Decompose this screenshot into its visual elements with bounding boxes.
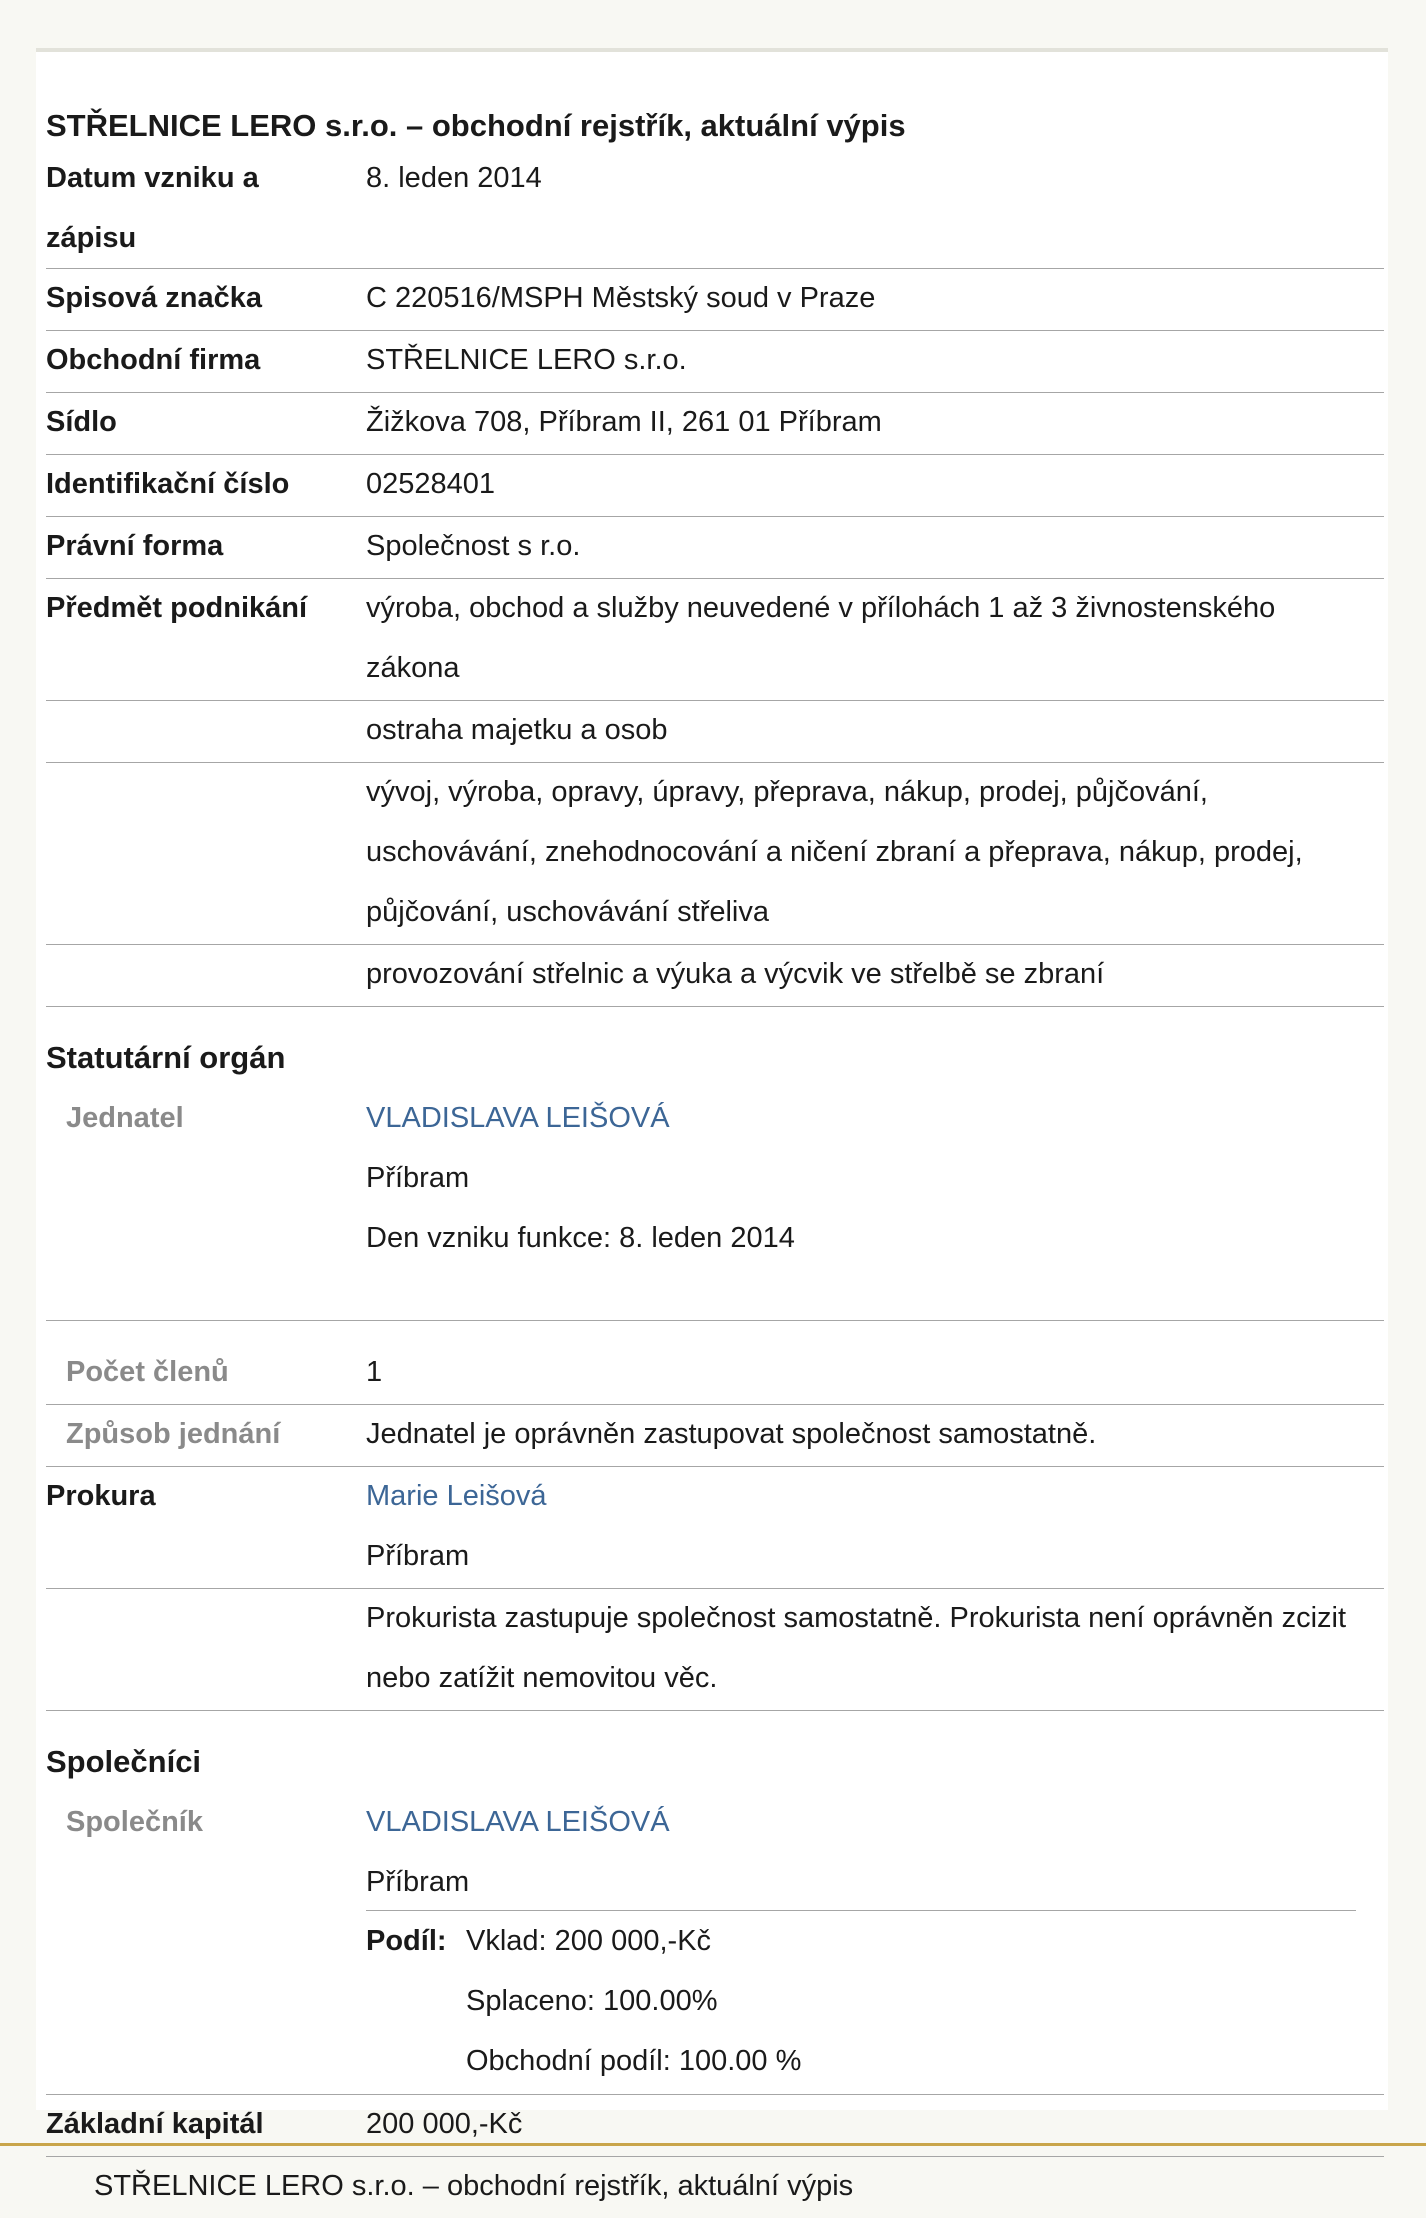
value-identifikacni-cislo: 02528401 bbox=[366, 468, 496, 500]
row-predmet-2 bbox=[46, 700, 1384, 763]
value-pravni-forma: Společnost s r.o. bbox=[366, 530, 581, 562]
value-predmet-item: provozování střelnic a výuka a výcvik ve střelbě se zbraní bbox=[366, 958, 1105, 990]
value-obchodni-firma: STŘELNICE LERO s.r.o. bbox=[366, 344, 687, 376]
value-predmet-item: vývoj, výroba, opravy, úpravy, přeprava, nákup, prodej, půjčování, uschovávání, znehodnocování a ničení zbraní a přeprava, nákup, prodej, půjčování, uschovávání střeliva bbox=[366, 776, 1303, 928]
label-zakladni-kapital: Základní kapitál bbox=[46, 2108, 264, 2140]
label-jednatel: Jednatel bbox=[66, 1102, 184, 1134]
jednatel-name-link[interactable]: VLADISLAVA LEIŠOVÁ bbox=[366, 1102, 670, 1134]
value-jednatel bbox=[366, 1088, 1384, 1268]
row-predmet-1 bbox=[46, 578, 1384, 701]
row-jednatel bbox=[46, 1088, 1384, 1321]
podil-block bbox=[366, 1910, 1356, 2091]
row-zakladni-kapital bbox=[46, 2094, 1384, 2157]
value-spolecnik bbox=[366, 1792, 1384, 1912]
row-datum-vzniku bbox=[46, 148, 1384, 269]
label-datum-vzniku: Datum vzniku a zápisu bbox=[46, 162, 259, 254]
row-obchodni-firma bbox=[46, 330, 1384, 393]
podil-obchodni: Obchodní podíl: 100.00 % bbox=[466, 2045, 802, 2077]
row-identifikacni-cislo bbox=[46, 454, 1384, 517]
footer-title: STŘELNICE LERO s.r.o. – obchodní rejstřík, aktuální výpis bbox=[94, 2170, 854, 2202]
podil-vklad: Vklad: 200 000,-Kč bbox=[466, 1925, 712, 1957]
row-pravni-forma bbox=[46, 516, 1384, 579]
prokura-city: Příbram bbox=[366, 1540, 470, 1572]
footer-divider bbox=[0, 2143, 1426, 2146]
spolecnik-name-link[interactable]: VLADISLAVA LEIŠOVÁ bbox=[366, 1806, 670, 1838]
value-prokura bbox=[366, 1466, 1384, 1586]
row-predmet-4 bbox=[46, 944, 1384, 1007]
label-spolecnik: Společník bbox=[66, 1806, 203, 1838]
heading-spolecnici: Společníci bbox=[46, 1744, 202, 1779]
row-prokura-note bbox=[46, 1588, 1384, 1711]
label-spisova-znacka: Spisová značka bbox=[46, 282, 262, 314]
value-prokura-note: Prokurista zastupuje společnost samostatně. Prokurista není oprávněn zcizit nebo zatížit nemovitou věc. bbox=[366, 1602, 1347, 1694]
row-predmet-3 bbox=[46, 762, 1384, 945]
row-zpusob-jednani bbox=[46, 1404, 1384, 1467]
spolecnik-city: Příbram bbox=[366, 1866, 470, 1898]
register-card bbox=[36, 48, 1388, 2140]
value-pocet-clenu: 1 bbox=[366, 1356, 383, 1388]
podil-label: Podíl: bbox=[366, 1925, 447, 1957]
podil-splaceno: Splaceno: 100.00% bbox=[466, 1985, 718, 2017]
label-sidlo: Sídlo bbox=[46, 406, 117, 438]
label-prokura: Prokura bbox=[46, 1480, 156, 1512]
value-predmet-item: výroba, obchod a služby neuvedené v přílohách 1 až 3 živnostenského zákona bbox=[366, 592, 1276, 684]
label-predmet-podnikani: Předmět podnikání bbox=[46, 592, 308, 624]
row-spolecnik bbox=[46, 1792, 1384, 2095]
value-datum-vzniku: 8. leden 2014 bbox=[366, 162, 542, 194]
value-spisova-znacka: C 220516/MSPH Městský soud v Praze bbox=[366, 282, 876, 314]
label-pravni-forma: Právní forma bbox=[46, 530, 224, 562]
page-title: STŘELNICE LERO s.r.o. – obchodní rejstřík, aktuální výpis bbox=[46, 108, 906, 143]
row-spisova-znacka bbox=[46, 268, 1384, 331]
value-zpusob-jednani: Jednatel je oprávněn zastupovat společnost samostatně. bbox=[366, 1418, 1097, 1450]
row-pocet-clenu bbox=[46, 1342, 1384, 1405]
label-obchodni-firma: Obchodní firma bbox=[46, 344, 261, 376]
value-predmet-item: ostraha majetku a osob bbox=[366, 714, 668, 746]
jednatel-city: Příbram bbox=[366, 1162, 470, 1194]
heading-statutarni-organ: Statutární orgán bbox=[46, 1040, 286, 1075]
row-sidlo bbox=[46, 392, 1384, 455]
label-identifikacni-cislo: Identifikační číslo bbox=[46, 468, 290, 500]
prokura-name-link[interactable]: Marie Leišová bbox=[366, 1480, 547, 1512]
value-zakladni-kapital: 200 000,-Kč bbox=[366, 2108, 523, 2140]
jednatel-since: Den vzniku funkce: 8. leden 2014 bbox=[366, 1222, 795, 1254]
podil-values bbox=[466, 1911, 801, 2091]
label-pocet-clenu: Počet členů bbox=[66, 1356, 229, 1388]
label-zpusob-jednani: Způsob jednání bbox=[66, 1418, 281, 1450]
row-prokura bbox=[46, 1466, 1384, 1589]
value-sidlo: Žižkova 708, Příbram II, 261 01 Příbram bbox=[366, 406, 882, 438]
